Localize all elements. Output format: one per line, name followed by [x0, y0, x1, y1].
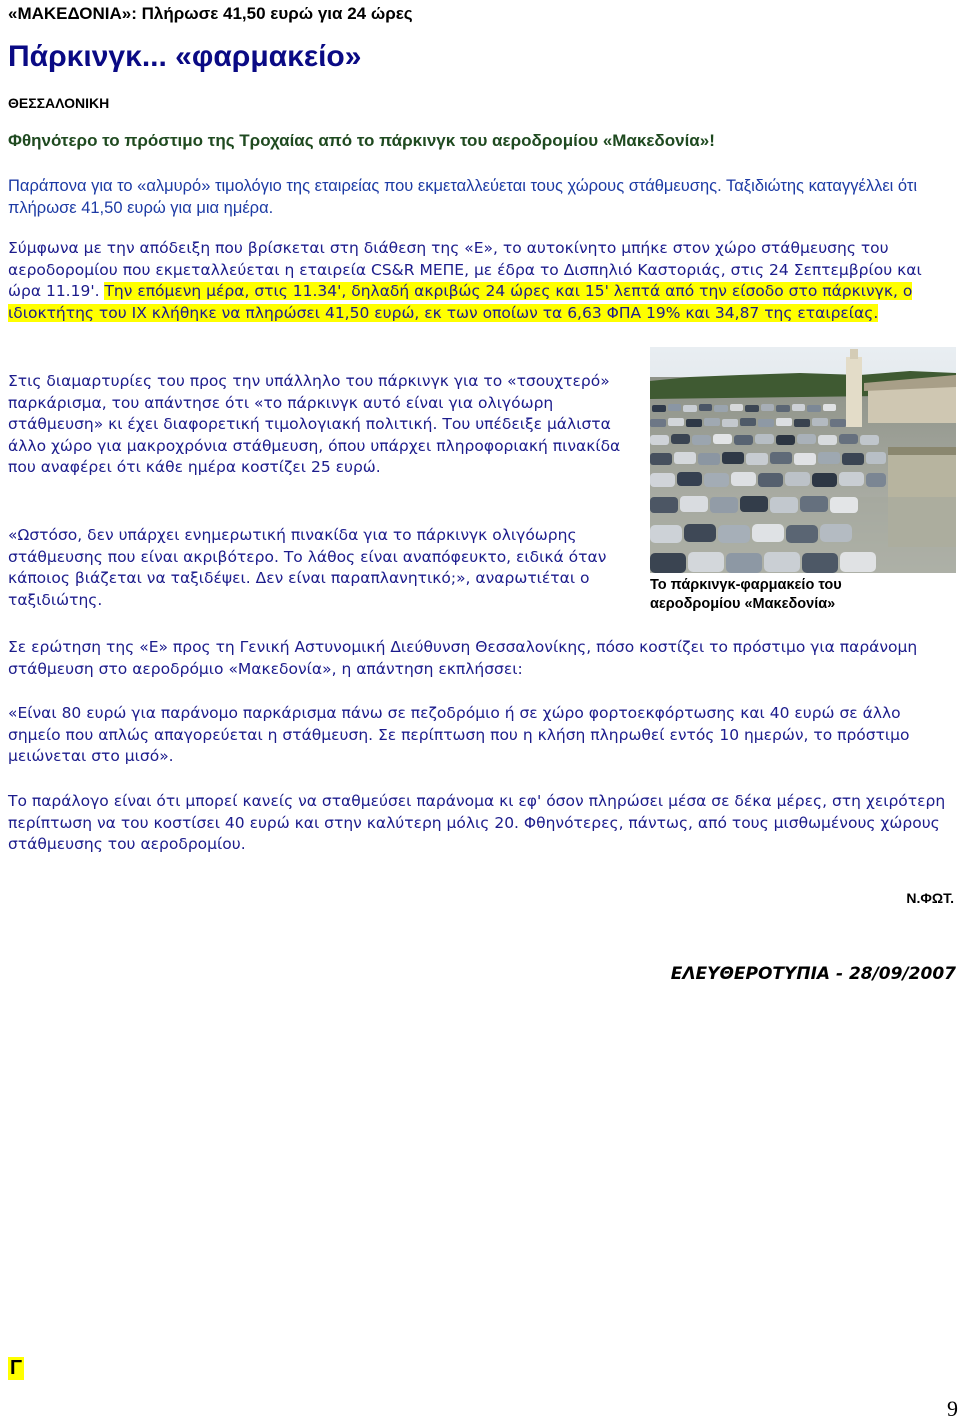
paragraph-conclusion: Το παράλογο είναι ότι μπορεί κανείς να σταθμεύσει παράνομα κι εφ' όσον πληρώσει μέσα σε δέκα μέρες, στη χειρότερη περίπτωση να του κοστίσει 40 ευρώ και στην καλύτερη μόλις 20. Φθηνότερες, πάντως, από τους μισθωμένους χώρους στάθμευσης του αεροδρομίου.: [8, 792, 946, 853]
photo-caption-line: Το πάρκινγκ-φαρμακείο του: [650, 577, 842, 593]
page-number: 9: [947, 1396, 958, 1421]
article-subheading: Φθηνότερο το πρόστιμο της Τροχαίας από το πάρκινγκ του αεροδρομίου «Μακεδονία»!: [8, 131, 715, 150]
paragraph-police-question: Σε ερώτηση της «Ε» προς τη Γενική Αστυνομική Διεύθυνση Θεσσαλονίκης, πόσο κοστίζει το πρόστιμο για παράνομη στάθμευση στο αεροδρόμιο «Μακεδονία», η απάντηση εκπλήσσει:: [8, 638, 918, 678]
article-lead: Παράπονα για το «αλμυρό» τιμολόγιο της εταιρείας που εκμεταλλεύεται τους χώρους στάθμευσης. Ταξιδιώτης καταγγέλλει ότι πλήρωσε 41,50 ευρώ για μια ημέρα.: [8, 177, 918, 217]
article-headline: Πάρκινγκ... «φαρμακείο»: [8, 40, 362, 73]
paragraph-quote: «Ωστόσο, δεν υπάρχει ενημερωτική πινακίδα για το πάρκινγκ ολιγόωρης στάθμευσης που είναι ακριβότερο. Το λάθος είναι αναπόφευκτο, ειδικά όταν κάποιος βιάζεται να ταξιδέψει. Δεν είναι παραπλανητικό;», αναρωτιέται ο ταξιδιώτης.: [8, 526, 607, 609]
paragraph-police-answer: «Είναι 80 ευρώ για παράνομο παρκάρισμα πάνω σε πεζοδρόμιο ή σε χώρο φορτοεκφόρτωσης και 40 ευρώ σε άλλο σημείο που απλώς απαγορεύεται η στάθμευση. Σε περίπτωση που η κλήση πληρωθεί εντός 10 ημερών, το πρόστιμο μειώνεται στο μισό».: [8, 704, 910, 765]
paragraph-complaint: Στις διαμαρτυρίες του προς την υπάλληλο του πάρκινγκ για το «τσουχτερό» παρκάρισμα, του απάντησε ότι «το πάρκινγκ αυτό είναι για ολιγόωρη στάθμευση» κι έχει διαφορετική τιμολογιακή πολιτική. Του υπέδειξε μάλιστα άλλο χώρο για μακροχρόνια στάθμευση, όπου υπάρχει πληροφοριακή πινακίδα που αναφέρει ότι κάθε ημέρα κοστίζει 25 ευρώ.: [8, 372, 621, 476]
photo-caption-line: αεροδρομίου «Μακεδονία»: [650, 596, 836, 612]
author-signature: Ν.ΦΩΤ.: [906, 890, 954, 906]
paragraph-receipt-text: Σύμφωνα με την απόδειξη που βρίσκεται στη διάθεση της «Ε», το αυτοκίνητο μπήκε στον χώρο στάθμευσης του αεροδορομίου που εκμεταλλεύεται η εταιρεία CS&R ΜΕΠΕ, με έδρα το Δισπηλιό Καστοριάς, στις 24 Σεπτεμβρίου και ώρα 11.19'.: [8, 239, 922, 300]
parking-lot-photo: [650, 347, 956, 573]
source-credit: ΕΛΕΥΘΕΡΟΤΥΠΙΑ - 28/09/2007: [670, 964, 956, 984]
highlighted-letter: Γ: [10, 1357, 23, 1379]
photo-caption: [650, 576, 842, 614]
paragraph-receipt: [8, 238, 956, 324]
highlighted-text: Την επόμενη μέρα, στις 11.34', δηλαδή ακριβώς 24 ώρες και 15' λεπτά από την είσοδο στο πάρκινγκ, ο ιδιοκτήτης του ΙΧ κλήθηκε να πληρώσει 41,50 ευρώ, εκ των οποίων τα 6,63 ΦΠΑ 19% και 34,87 της εταιρείας.: [8, 282, 913, 322]
article-kicker: «ΜΑΚΕΔΟΝΙΑ»: Πλήρωσε 41,50 ευρώ για 24 ώρες: [8, 4, 413, 23]
dateline-location: ΘΕΣΣΑΛΟΝΙΚΗ: [8, 95, 110, 111]
